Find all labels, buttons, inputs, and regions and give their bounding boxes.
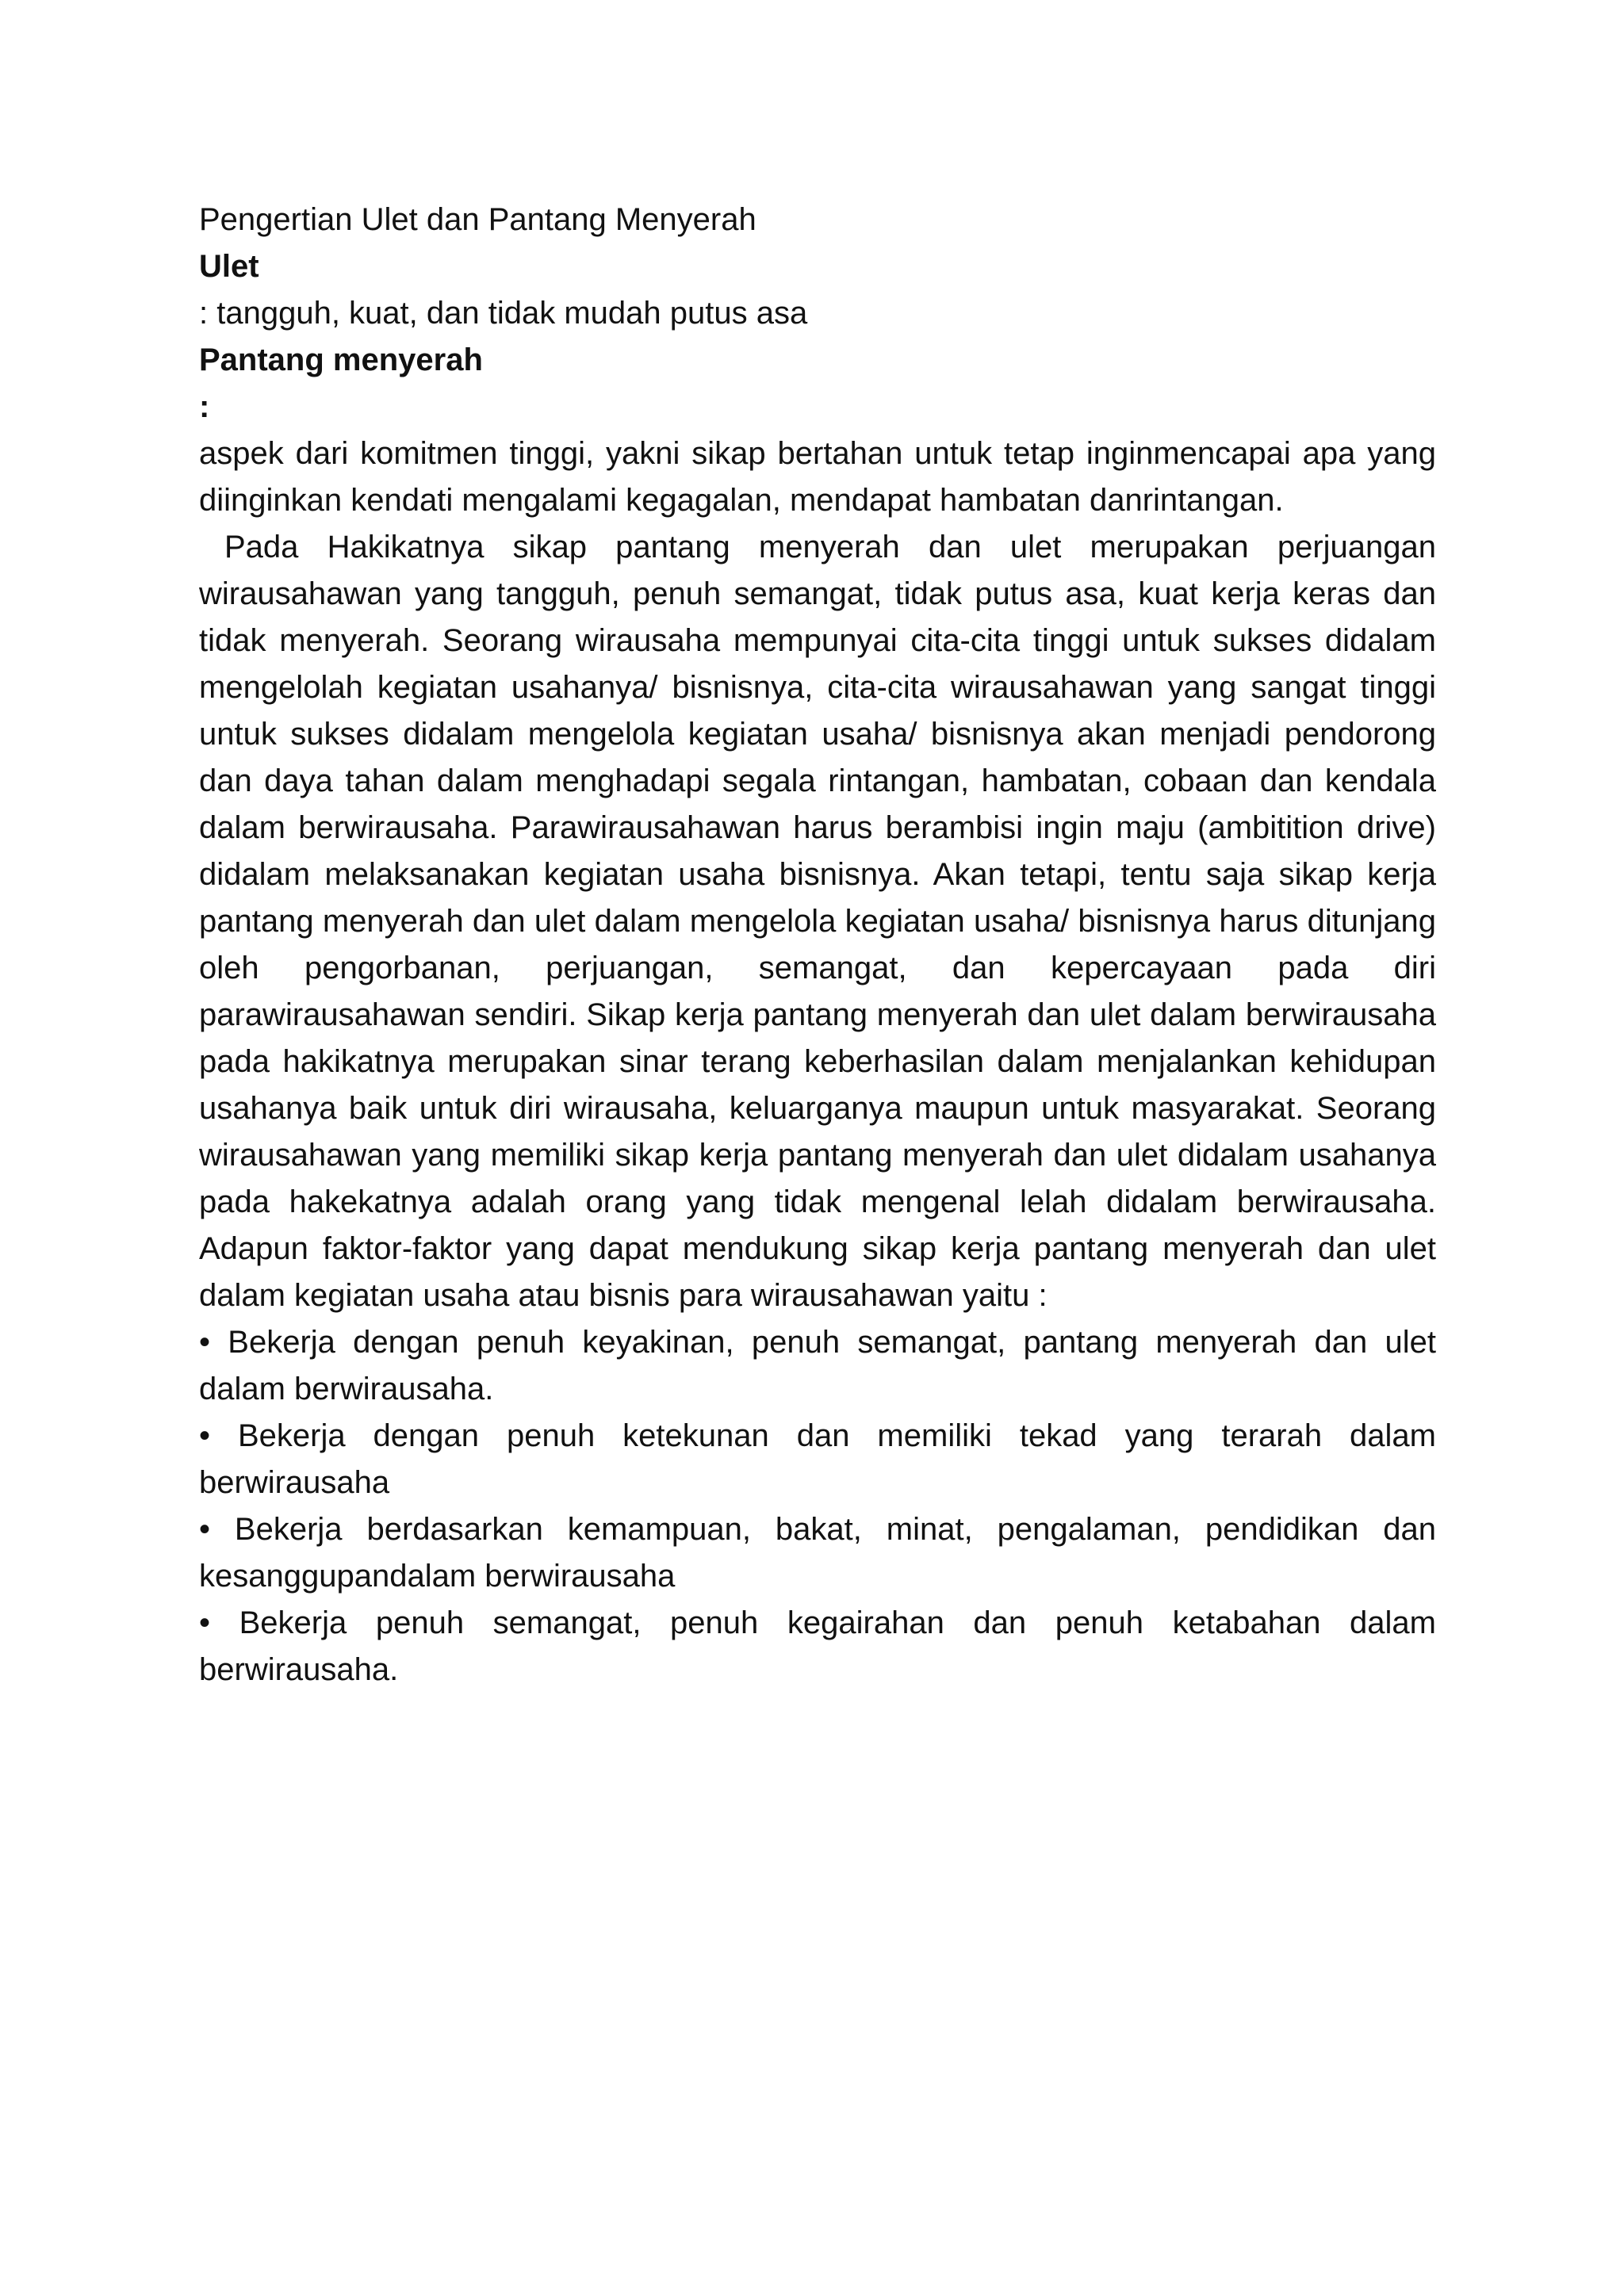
definition-colon: : [199, 389, 210, 424]
body-paragraph: Pada Hakikatnya sikap pantang menyerah dan ulet merupakan perjuangan wirausahawan yang tangguh, penuh semangat, tidak putus asa, kuat kerja keras dan tidak menyerah. Seorang wirausaha mempunyai cita-cita tinggi untuk sukses didalam mengelolah kegiatan usahanya/ bisnisnya, cita-cita wirausahawan yang sangat tinggi untuk sukses didalam mengelola kegiatan usaha/ bisnisnya akan menjadi pendorong dan daya tahan dalam menghadapi segala rintangan, hambatan, cobaan dan kendala dalam berwirausaha. Parawirausahawan harus berambisi ingin maju (ambitition drive) didalam melaksanakan kegiatan usaha bisnisnya. Akan tetapi, tentu saja sikap kerja pantang menyerah dan ulet dalam mengelola kegiatan usaha/ bisnisnya harus ditunjang oleh pengorbanan, perjuangan, semangat, dan kepercayaan pada diri parawirausahawan sendiri. Sikap kerja pantang menyerah dan ulet dalam berwirausaha pada hakikatnya merupakan sinar terang keberhasilan dalam menjalankan kehidupan usahanya baik untuk diri wirausaha, keluarganya maupun untuk masyarakat. Seorang wirausahawan yang memiliki sikap kerja pantang menyerah dan ulet didalam usahanya pada hakekatnya adalah orang yang tidak mengenal lelah didalam berwirausaha. Adapun faktor-faktor yang dapat mendukung sikap kerja pantang menyerah dan ulet dalam kegiatan usaha atau bisnis para wirausahawan yaitu : [199, 530, 1436, 1313]
document-page [199, 197, 1436, 1693]
bullet-item: • Bekerja dengan penuh ketekunan dan memiliki tekad yang terarah dalam berwirausaha [199, 1418, 1436, 1500]
term-ulet: Ulet [199, 249, 259, 284]
bullet-item: • Bekerja berdasarkan kemampuan, bakat, minat, pengalaman, pendidikan dan kesanggupandalam berwirausaha [199, 1512, 1436, 1594]
bullet-item: • Bekerja penuh semangat, penuh kegairahan dan penuh ketabahan dalam berwirausaha. [199, 1605, 1436, 1687]
term-pantang-menyerah: Pantang menyerah [199, 342, 483, 377]
bullet-item: • Bekerja dengan penuh keyakinan, penuh semangat, pantang menyerah dan ulet dalam berwirausaha. [199, 1325, 1436, 1406]
definition-ulet: : tangguh, kuat, dan tidak mudah putus asa [199, 296, 808, 331]
document-title: Pengertian Ulet dan Pantang Menyerah [199, 202, 756, 237]
definition-pantang-menyerah: aspek dari komitmen tinggi, yakni sikap bertahan untuk tetap inginmencapai apa yang diinginkan kendati mengalami kegagalan, mendapat hambatan danrintangan. [199, 436, 1436, 518]
